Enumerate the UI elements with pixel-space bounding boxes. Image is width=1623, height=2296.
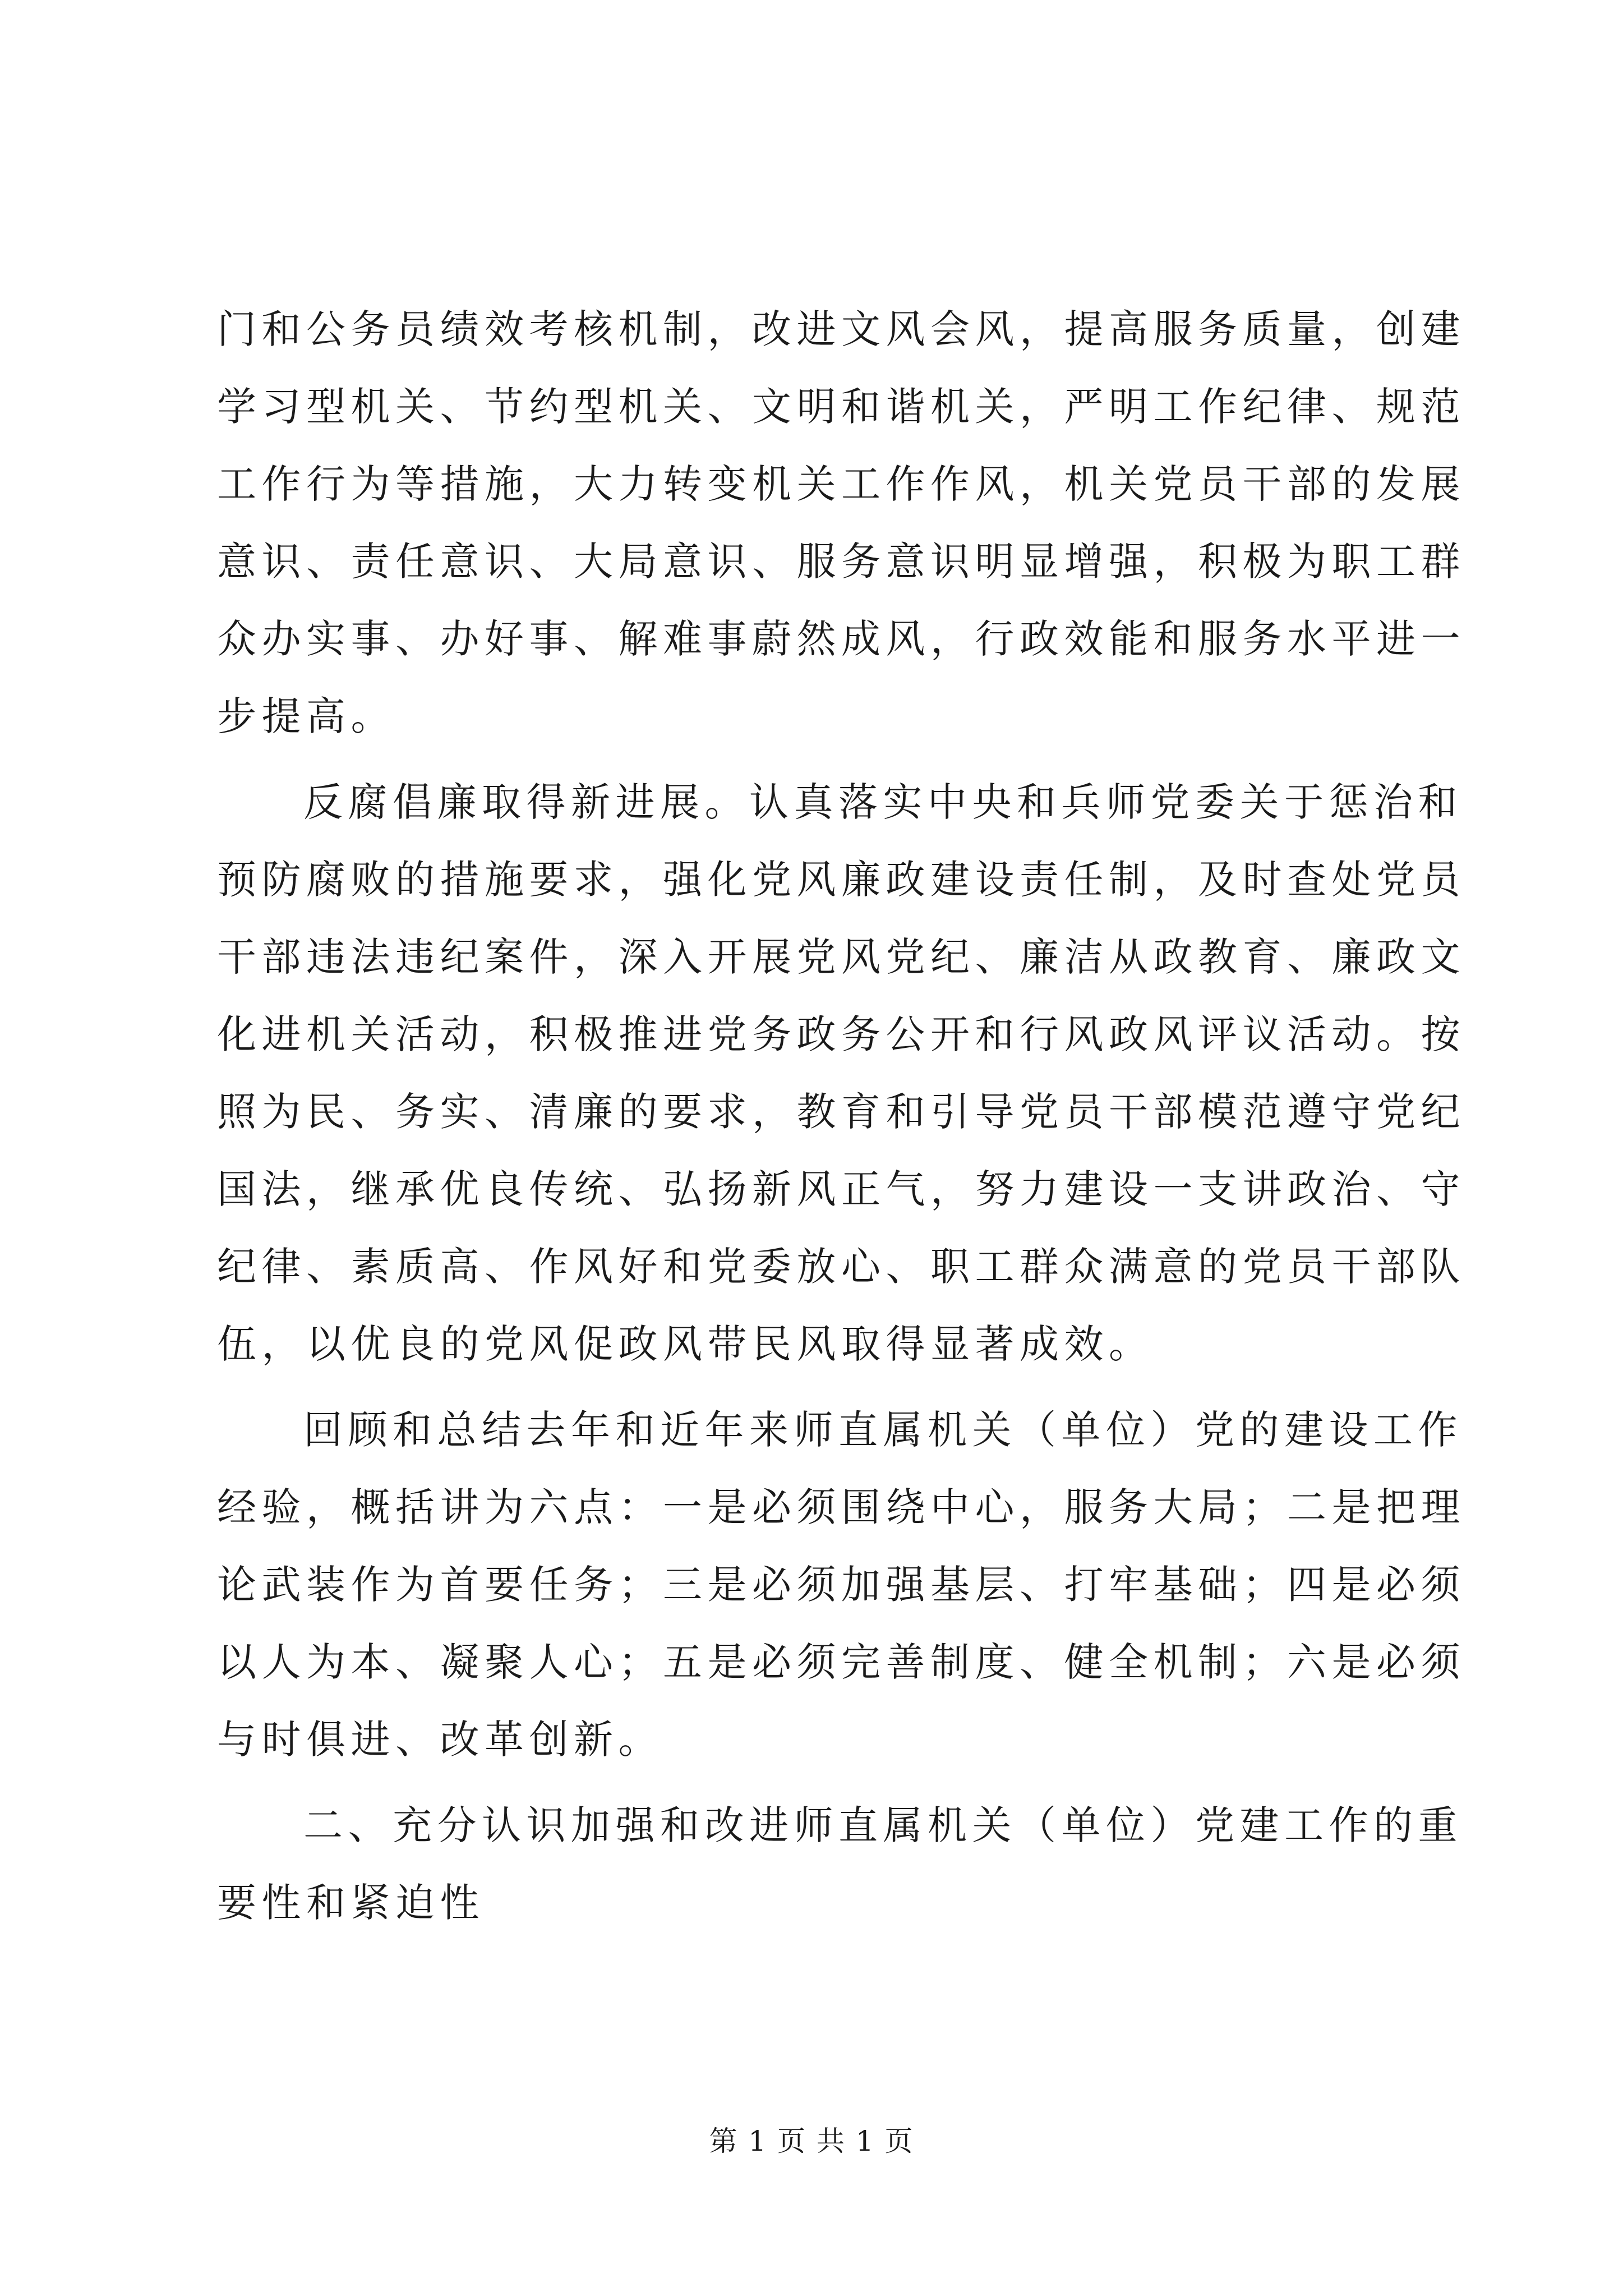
paragraph-line: 纪律、素质高、作风好和党委放心、职工群众满意的党员干部队 [217, 1244, 1465, 1290]
paragraph-line: 回顾和总结去年和近年来师直属机关（单位）党的建设工作 [303, 1407, 1463, 1453]
section-heading-line: 要性和紧迫性 [217, 1880, 485, 1926]
paragraph-line: 国法，继承优良传统、弘扬新风正气，努力建设一支讲政治、守 [217, 1166, 1465, 1212]
paragraph-line: 与时俱进、改革创新。 [217, 1717, 663, 1763]
paragraph-line: 以人为本、凝聚人心；五是必须完善制度、健全机制；六是必须 [217, 1639, 1465, 1685]
paragraph-line: 众办实事、办好事、解难事蔚然成风，行政效能和服务水平进一 [217, 616, 1465, 662]
paragraph-line: 照为民、务实、清廉的要求，教育和引导党员干部模范遵守党纪 [217, 1089, 1465, 1135]
section-heading-line: 二、充分认识加强和改进师直属机关（单位）党建工作的重 [303, 1802, 1463, 1848]
paragraph-line: 经验，概括讲为六点：一是必须围绕中心，服务大局；二是把理 [217, 1484, 1465, 1530]
paragraph-line: 工作行为等措施，大力转变机关工作作风，机关党员干部的发展 [217, 461, 1465, 507]
paragraph-line: 学习型机关、节约型机关、文明和谐机关，严明工作纪律、规范 [217, 384, 1465, 430]
paragraph-line: 步提高。 [217, 693, 395, 739]
paragraph-line: 预防腐败的措施要求，强化党风廉政建设责任制，及时查处党员 [217, 857, 1465, 903]
paragraph-line: 门和公务员绩效考核机制，改进文风会风，提高服务质量，创建 [217, 306, 1465, 352]
paragraph-line: 反腐倡廉取得新进展。认真落实中央和兵师党委关于惩治和 [303, 779, 1463, 825]
page-footer: 第 1 页 共 1 页 [709, 2125, 914, 2157]
paragraph-line: 干部违法违纪案件，深入开展党风党纪、廉洁从政教育、廉政文 [217, 934, 1465, 980]
paragraph-line: 论武装作为首要任务；三是必须加强基层、打牢基础；四是必须 [217, 1562, 1465, 1608]
paragraph-line: 伍，以优良的党风促政风带民风取得显著成效。 [217, 1321, 1154, 1367]
paragraph-line: 化进机关活动，积极推进党务政务公开和行风政风评议活动。按 [217, 1011, 1465, 1057]
paragraph-line: 意识、责任意识、大局意识、服务意识明显增强，积极为职工群 [217, 539, 1465, 585]
